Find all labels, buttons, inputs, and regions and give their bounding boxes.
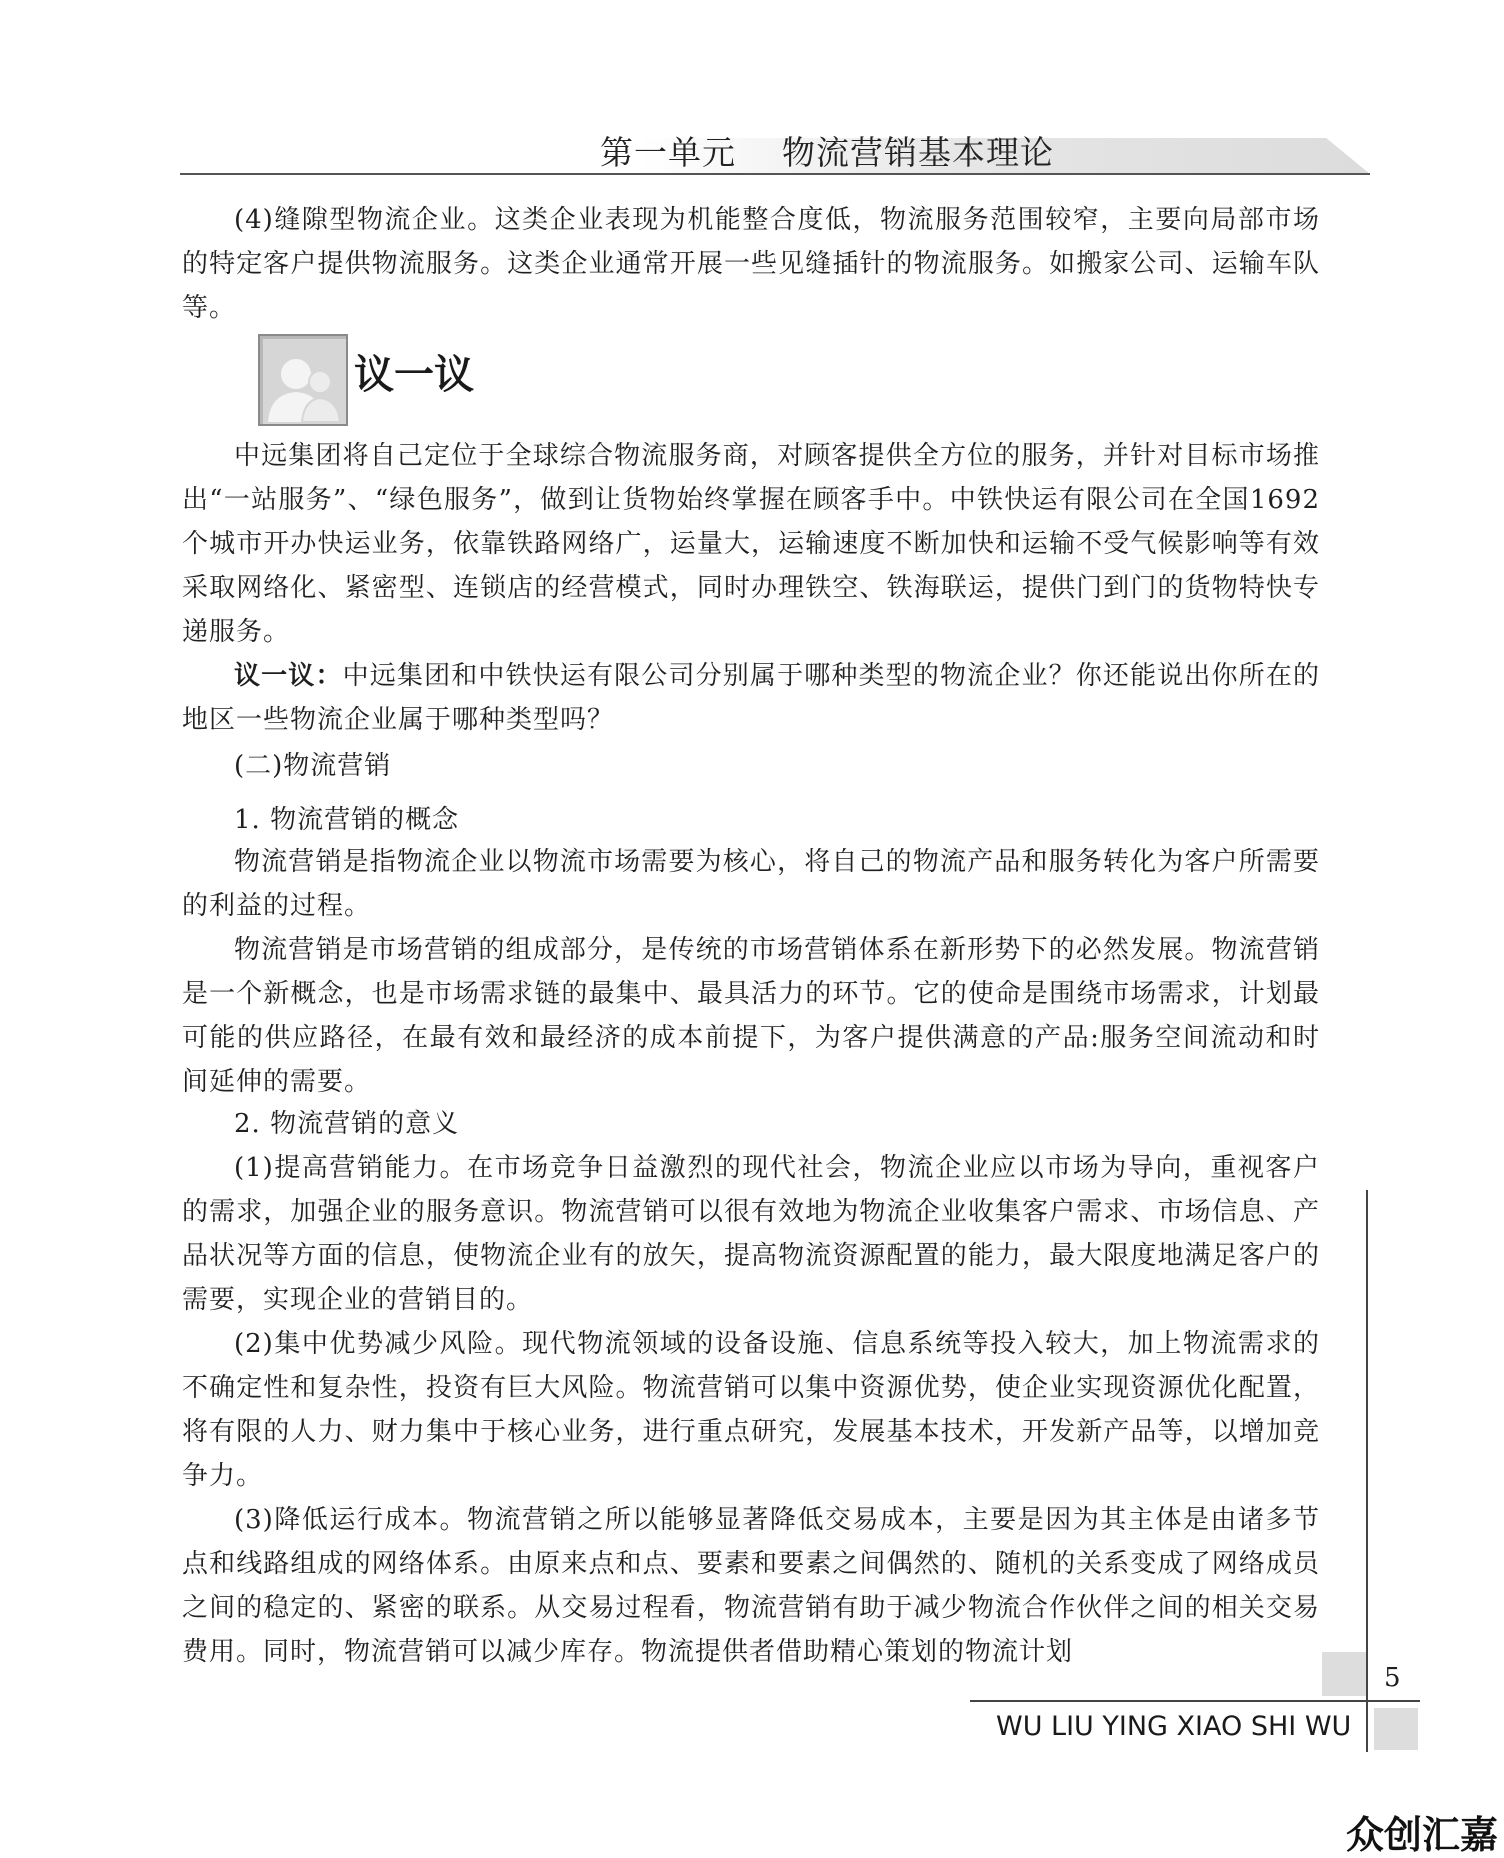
paragraph-case: 中远集团将自己定位于全球综合物流服务商，对顾客提供全方位的服务，并针对目标市场推出“一站服务”、“绿色服务”，做到让货物始终掌握在顾客手中。中铁快运有限公司在全国1692个城市开办快运业务，依靠铁路网络广，运量大，运输速度不断加快和运输不受气候影响等有效采取网络化、紧密型、连锁店的经营模式，同时办理铁空、铁海联运，提供门到门的货物特快专递服务。 bbox=[182, 441, 1320, 647]
paragraph-meaning-1: (1)提高营销能力。在市场竞争日益激烈的现代社会，物流企业应以市场为导向，重视客户的需求，加强企业的服务意识。物流营销可以很有效地为物流企业收集客户需求、市场信息、产品状况等方面的信息，使物流企业有的放矢，提高物流资源配置的能力，最大限度地满足客户的需要，实现企业的营销目的。 bbox=[182, 1153, 1320, 1315]
paragraph-meaning-3: (3)降低运行成本。物流营销之所以能够显著降低交易成本，主要是因为其主体是由诸多节点和线路组成的网络体系。由原来点和点、要素和要素之间偶然的、随机的关系变成了网络成员之间的稳定的、紧密的联系。从交易过程看，物流营销有助于减少物流合作伙伴之间的相关交易费用。同时，物流营销可以减少库存。物流提供者借助精心策划的物流计划 bbox=[182, 1505, 1320, 1667]
paragraph-concept-1: 物流营销是指物流企业以物流市场需要为核心，将自己的物流产品和服务转化为客户所需要的利益的过程。 bbox=[182, 847, 1320, 921]
footer-vertical-rule bbox=[1366, 1190, 1368, 1752]
watermark-logo: 众创汇嘉 bbox=[1346, 1813, 1499, 1857]
chapter-title: 第一单元 物流营销基本理论 bbox=[600, 133, 1054, 172]
page-number: 5 bbox=[1384, 1663, 1401, 1693]
footer-gray-box bbox=[1322, 1652, 1366, 1696]
footer-gray-box bbox=[1374, 1708, 1418, 1750]
discuss-label: 议一议： bbox=[234, 661, 343, 691]
people-icon bbox=[260, 336, 346, 424]
paragraph-discuss-question bbox=[182, 654, 1320, 742]
subheading-concept: 1. 物流营销的概念 bbox=[234, 805, 460, 835]
discuss-heading: 议一议 bbox=[354, 352, 474, 398]
footer-horizontal-rule bbox=[970, 1700, 1420, 1702]
subheading-meaning: 2. 物流营销的意义 bbox=[234, 1109, 460, 1139]
discuss-icon-box bbox=[258, 334, 348, 426]
footer-series-title: WU LIU YING XIAO SHI WU bbox=[996, 1711, 1352, 1742]
paragraph-concept-2: 物流营销是市场营销的组成部分，是传统的市场营销体系在新形势下的必然发展。物流营销是一个新概念，也是市场需求链的最集中、最具活力的环节。它的使命是围绕市场需求，计划最可能的供应路径，在最有效和最经济的成本前提下，为客户提供满意的产品:服务空间流动和时间延伸的需要。 bbox=[182, 935, 1320, 1097]
paragraph-meaning-2: (2)集中优势减少风险。现代物流领域的设备设施、信息系统等投入较大，加上物流需求的不确定性和复杂性，投资有巨大风险。物流营销可以集中资源优势，使企业实现资源优化配置，将有限的人力、财力集中于核心业务，进行重点研究，发展基本技术，开发新产品等，以增加竞争力。 bbox=[182, 1329, 1320, 1491]
header-rule bbox=[180, 173, 1370, 175]
paragraph-gap-type: (4)缝隙型物流企业。这类企业表现为机能整合度低，物流服务范围较窄，主要向局部市场的特定客户提供物流服务。这类企业通常开展一些见缝插针的物流服务。如搬家公司、运输车队等。 bbox=[182, 205, 1320, 323]
discuss-question-text: 中远集团和中铁快运有限公司分别属于哪种类型的物流企业？你还能说出你所在的地区一些物流企业属于哪种类型吗？ bbox=[182, 661, 1320, 735]
section-heading-marketing: (二)物流营销 bbox=[234, 751, 392, 781]
